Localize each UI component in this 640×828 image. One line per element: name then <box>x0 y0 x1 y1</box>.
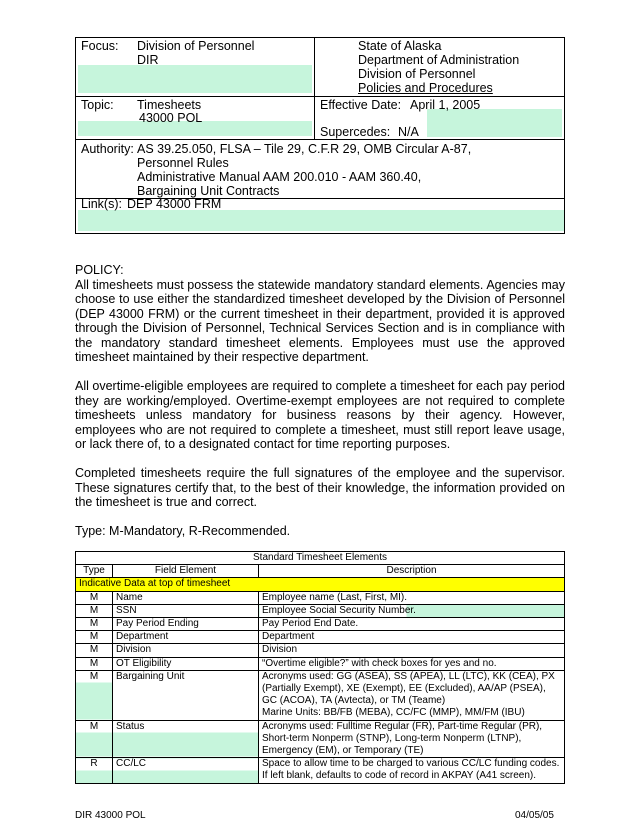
row-description: Pay Period End Date. <box>259 618 565 631</box>
row-type: M <box>76 591 113 604</box>
table-row <box>76 720 565 758</box>
topic-value-1: Timesheets <box>137 98 202 112</box>
authority-line-1: AS 39.25.050, FLSA – Tile 29, C.F.R 29, OMB Circular A-87, <box>137 142 472 156</box>
policy-header-table <box>75 37 565 234</box>
policy-paragraph-1: All timesheets must possess the statewide mandatory standard elements. Agencies may choose to use either the standardized timesheet developed by the Division of Personnel (DEP 43000 FRM) or the current timesheet in their department, provided it is approved through the Division of Personnel, Technical Services Section and is in compliance with the mandatory standard timesheet elements. Employees must use the approved timesheet maintained by their respective department. <box>75 277 565 364</box>
row-description <box>259 758 565 783</box>
row-field <box>113 758 259 783</box>
type-legend: Type: M-Mandatory, R-Recommended. <box>75 524 291 538</box>
dates-cell <box>315 97 565 140</box>
row-type <box>76 670 113 720</box>
authority-cell <box>76 140 565 199</box>
row-type: M <box>76 657 113 670</box>
row-field-text: CC/LC <box>116 758 147 770</box>
row-description-line: Acronyms used: Fulltime Regular (FR), Part-time Regular (PR), <box>262 720 543 732</box>
row-type <box>76 720 113 758</box>
row-description: “Overtime eligible?” with check boxes for yes and no. <box>259 657 565 670</box>
row-type-text: R <box>90 758 98 770</box>
links-highlight <box>78 210 564 231</box>
focus-label: Focus: <box>81 39 119 53</box>
agency-line-2: Department of Administration <box>358 53 520 67</box>
row-type <box>76 758 113 783</box>
row-description-text: Employee Social Security Number. <box>262 604 416 616</box>
policy-heading: POLICY: <box>75 263 124 277</box>
row-description-line: (Partially Exempt), XE (Exempt), EE (Excluded), AA/AP (PSEA), <box>262 683 546 695</box>
standard-timesheet-elements-table <box>75 551 565 784</box>
column-header-description: Description <box>259 565 565 578</box>
section-row-indicative: Indicative Data at top of timesheet <box>76 578 565 591</box>
row-description <box>259 670 565 720</box>
links-cell <box>76 199 565 234</box>
row-description-line: Emergency (EM), or Temporary (TE) <box>262 745 424 757</box>
column-header-field: Field Element <box>113 565 259 578</box>
row-type-text: M <box>89 720 99 732</box>
row-type-text: M <box>89 670 99 682</box>
row-field: SSN <box>113 604 259 617</box>
topic-label: Topic: <box>81 98 114 112</box>
topic-value-2: 43000 POL <box>139 111 203 125</box>
table-row <box>76 670 565 720</box>
row-field: Department <box>113 631 259 644</box>
dates-highlight <box>427 109 562 137</box>
links-label: Link(s): <box>81 197 122 211</box>
table-row <box>76 657 565 670</box>
policy-paragraph-3: Completed timesheets require the full signatures of the employee and the supervisor. These signatures certify that, to the best of their knowledge, the information provided on the timesheet is true and correct. <box>75 466 565 509</box>
row-description-line: GC (ACOA), TA (Avtecta), or TM (Teame) <box>262 695 446 707</box>
links-value[interactable]: DEP 43000 FRM <box>127 197 222 211</box>
agency-line-1: State of Alaska <box>358 39 442 53</box>
row-field <box>113 720 259 758</box>
focus-value-1: Division of Personnel <box>137 39 255 53</box>
row-field: Pay Period Ending <box>113 618 259 631</box>
row-description-line: Acronyms used: GG (ASEA), SS (APEA), LL (LTC), KK (CEA), PX <box>262 670 555 682</box>
authority-line-3: Administrative Manual AAM 200.010 - AAM 360.40, <box>137 170 422 184</box>
topic-cell <box>76 97 315 140</box>
row-field-text: Status <box>116 720 145 732</box>
row-description <box>259 720 565 758</box>
row-type: M <box>76 631 113 644</box>
focus-highlight <box>78 65 312 93</box>
agency-line-4: Policies and Procedures <box>358 81 493 95</box>
footer-doc-id: DIR 43000 POL <box>75 810 146 821</box>
row-description-line: Short-term Nonperm (STNP), Long-term Nonperm (LTNP), <box>262 732 522 744</box>
row-type: M <box>76 604 113 617</box>
focus-cell <box>76 38 315 97</box>
supercedes-value: N/A <box>398 125 419 139</box>
row-description: Employee name (Last, First, MI). <box>259 591 565 604</box>
row-field: Bargaining Unit <box>113 670 259 720</box>
authority-line-2: Personnel Rules <box>137 156 229 170</box>
authority-line-4: Bargaining Unit Contracts <box>137 184 280 198</box>
effective-date-value: April 1, 2005 <box>410 98 481 112</box>
policy-paragraph-2: All overtime-eligible employees are required to complete a timesheet for each pay period they are working/employed. Overtime-exempt employees are not required to complete timesheets unless mandatory for business reasons by their agency. However, employees who are not required to complete a timesheet, must still report leave usage, or lack there of, to a designated contact for time reporting purposes. <box>75 379 565 451</box>
focus-value-2: DIR <box>137 53 159 67</box>
table-row <box>76 618 565 631</box>
table-row <box>76 604 565 617</box>
row-description-line: Marine Units: BB/FB (MEBA), CC/FC (MMP), MM/FM (IBU) <box>262 707 525 719</box>
elements-table-title: Standard Timesheet Elements <box>76 552 565 565</box>
table-row <box>76 758 565 783</box>
row-field: Name <box>113 591 259 604</box>
agency-line-3: Division of Personnel <box>358 67 476 81</box>
row-description <box>259 604 565 617</box>
row-type: M <box>76 644 113 657</box>
row-field: Division <box>113 644 259 657</box>
row-type: M <box>76 618 113 631</box>
row-description: Department <box>259 631 565 644</box>
row-description-line: Space to allow time to be charged to various CC/LC funding codes. <box>262 758 560 770</box>
table-row <box>76 631 565 644</box>
table-row <box>76 591 565 604</box>
row-description-line: If left blank, defaults to code of record in AKPAY (A41 screen). <box>262 770 537 782</box>
agency-cell <box>315 38 565 97</box>
column-header-type: Type <box>76 565 113 578</box>
policy-section <box>75 263 565 539</box>
row-field: OT Eligibility <box>113 657 259 670</box>
table-row <box>76 644 565 657</box>
authority-label: Authority: <box>81 142 134 156</box>
effective-date-label: Effective Date: <box>320 98 402 112</box>
row-description: Division <box>259 644 565 657</box>
footer-date: 04/05/05 <box>515 810 554 821</box>
supercedes-label: Supercedes: <box>320 125 391 139</box>
